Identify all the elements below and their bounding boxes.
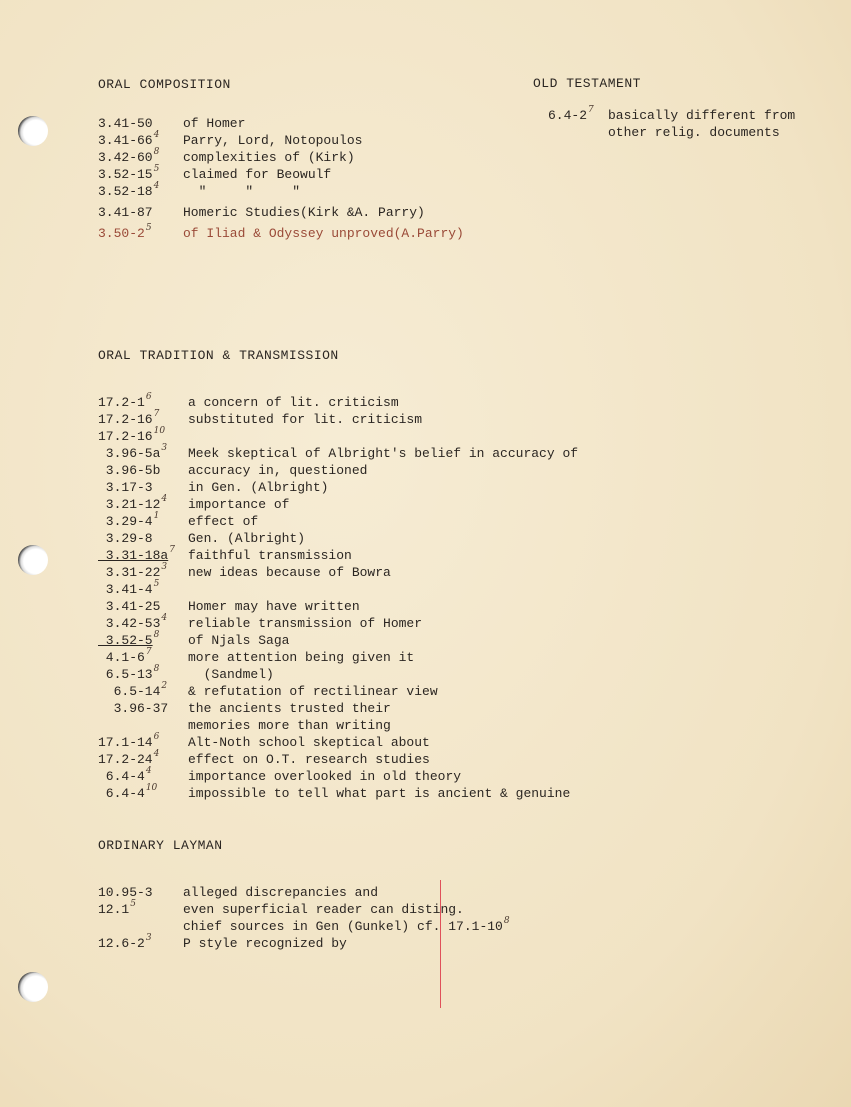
index-entry — [98, 220, 464, 241]
entry-text: memories more than writing — [188, 718, 391, 733]
handwritten-superscript: 5 — [145, 223, 152, 233]
reference-number: 17.2-1 — [98, 395, 145, 410]
index-entry — [98, 542, 578, 563]
index-entry — [98, 879, 510, 900]
handwritten-superscript: 4 — [153, 749, 160, 759]
entry-text: the ancients trusted their — [188, 701, 391, 716]
reference-number: 3.41-25 — [98, 599, 161, 614]
punch-hole — [18, 972, 48, 1002]
index-entry — [98, 763, 578, 784]
index-entry — [98, 896, 510, 917]
handwritten-superscript: 7 — [145, 647, 152, 657]
entry-reference — [98, 930, 183, 952]
reference-number: 6.5-14 — [98, 684, 161, 699]
handwritten-superscript: 6 — [153, 732, 160, 742]
entry-text: other relig. documents — [608, 125, 780, 140]
index-entry — [98, 695, 578, 716]
entry-text: effect on O.T. research studies — [188, 752, 430, 767]
entry-text: new ideas because of Bowra — [188, 565, 391, 580]
reference-number: 3.41-4 — [98, 582, 153, 597]
reference-number: 6.4-4 — [98, 786, 145, 801]
entry-text: impossible to tell what part is ancient & genuine — [188, 786, 571, 801]
handwritten-superscript: 7 — [153, 409, 160, 419]
index-entry — [98, 457, 578, 478]
handwritten-superscript: 8 — [153, 664, 160, 674]
reference-number: 17.2-16 — [98, 412, 153, 427]
index-entry — [98, 508, 578, 529]
handwritten-superscript: 8 — [153, 630, 160, 640]
entry-text: of Njals Saga — [188, 633, 290, 648]
handwritten-superscript: 2 — [161, 681, 168, 691]
reference-number: 3.42-53 — [98, 616, 161, 631]
index-entry — [98, 491, 578, 512]
handwritten-superscript: 1 — [153, 511, 160, 521]
reference-number: 3.52-18 — [98, 184, 153, 199]
reference-number: 3.41-87 — [98, 205, 153, 220]
section-title: ORAL COMPOSITION — [98, 77, 231, 92]
reference-number: 3.31-22 — [98, 565, 161, 580]
section-title: ORDINARY LAYMAN — [98, 838, 223, 853]
index-entry — [98, 423, 578, 444]
index-entry — [98, 930, 510, 951]
handwritten-superscript: 5 — [153, 164, 160, 174]
index-entry — [548, 102, 796, 123]
entry-reference — [548, 119, 608, 141]
handwritten-superscript: 7 — [169, 545, 175, 555]
reference-number: 12.6-2 — [98, 936, 145, 951]
handwritten-superscript: 4 — [161, 613, 168, 623]
index-entry — [98, 440, 579, 461]
reference-number: 3.41-66 — [98, 133, 153, 148]
index-entry — [98, 199, 464, 220]
handwritten-superscript: 4 — [161, 494, 168, 504]
entry-text: & refutation of rectilinear view — [188, 684, 438, 699]
entry-text: (Sandmel) — [188, 667, 274, 682]
index-entry — [98, 144, 464, 165]
reference-number: 3.96-5a — [98, 446, 161, 461]
entry-text: even superficial reader can disting. — [183, 902, 464, 917]
entry-text: " " " — [183, 184, 301, 199]
index-entry — [98, 593, 578, 614]
reference-number: 17.2-24 — [98, 752, 153, 767]
index-entry — [98, 729, 578, 750]
entry-text: substituted for lit. criticism — [188, 412, 423, 427]
entry-text: of Iliad & Odyssey unproved(A.Parry) — [183, 226, 464, 241]
reference-number: 3.42-60 — [98, 150, 153, 165]
section-oral-tradition — [98, 347, 579, 801]
handwritten-superscript: 3 — [145, 933, 152, 943]
index-entry — [98, 610, 578, 631]
reference-number: 4.1-6 — [98, 650, 145, 665]
index-entry — [98, 712, 578, 733]
entry-reference — [98, 199, 183, 221]
entry-text: chief sources in Gen (Gunkel) cf. 17.1-10 — [183, 919, 503, 934]
reference-number: 10.95-3 — [98, 885, 153, 900]
index-entry — [98, 127, 464, 148]
index-entry — [98, 678, 578, 699]
entry-text: a concern of lit. criticism — [188, 395, 399, 410]
index-entry — [98, 559, 578, 580]
entry-text: complexities of (Kirk) — [183, 150, 355, 165]
handwritten-superscript: 5 — [130, 899, 136, 909]
entry-text: alleged discrepancies and — [183, 885, 379, 900]
reference-number: 3.50-2 — [98, 226, 145, 241]
reference-number: 3.52-5 — [98, 633, 153, 648]
reference-number: 6.4-2 — [548, 108, 588, 123]
entry-text: Meek skeptical of Albright's belief in accuracy of — [188, 446, 579, 461]
reference-number: 3.52-15 — [98, 167, 153, 182]
index-entry — [98, 746, 578, 767]
entry-text: Homeric Studies(Kirk &A. Parry) — [183, 205, 425, 220]
index-entry — [98, 780, 578, 801]
entry-text: Homer may have written — [188, 599, 360, 614]
entry-text: Gen. (Albright) — [188, 531, 306, 546]
handwritten-superscript: 4 — [145, 766, 152, 776]
reference-number: 12.1 — [98, 902, 130, 917]
index-entry — [98, 644, 578, 665]
reference-number: 3.17-3 — [98, 480, 153, 495]
entry-text: P style recognized by — [183, 936, 347, 951]
entry-text: more attention being given it — [188, 650, 415, 665]
reference-number: 6.4-4 — [98, 769, 145, 784]
section-title: ORAL TRADITION & TRANSMISSION — [98, 348, 339, 363]
reference-number: 3.41-50 — [98, 116, 153, 131]
handwritten-superscript: 7 — [588, 105, 594, 115]
handwritten-superscript: 4 — [153, 181, 160, 191]
handwritten-superscript: 3 — [161, 443, 168, 453]
entry-text: in Gen. (Albright) — [188, 480, 329, 495]
reference-number: 17.2-16 — [98, 429, 153, 444]
section-oral-composition — [98, 76, 464, 241]
reference-number: 3.96-5b — [98, 463, 161, 478]
handwritten-superscript: 8 — [153, 147, 160, 157]
entry-text: Parry, Lord, Notopoulos — [183, 133, 363, 148]
entry-text: accuracy in, questioned — [188, 463, 368, 478]
index-entry — [98, 110, 464, 131]
reference-number: 6.5-13 — [98, 667, 153, 682]
index-entry — [98, 389, 578, 410]
entry-reference — [98, 780, 188, 802]
handwritten-superscript: 6 — [145, 392, 152, 402]
handwritten-superscript: 10 — [145, 783, 158, 793]
entry-text: basically different from — [608, 108, 796, 123]
reference-number: 3.29-8 — [98, 531, 153, 546]
entry-text: faithful transmission — [188, 548, 352, 563]
entry-text: effect of — [188, 514, 259, 529]
index-entry — [548, 119, 795, 140]
reference-number: 17.1-14 — [98, 735, 153, 750]
handwritten-superscript: 10 — [153, 426, 166, 436]
handwritten-superscript: 3 — [161, 562, 168, 572]
reference-number: 3.31-18a — [98, 548, 169, 563]
entry-text: claimed for Beowulf — [183, 167, 332, 182]
entry-reference — [98, 220, 183, 242]
entry-text: Alt-Noth school skeptical about — [188, 735, 430, 750]
reference-number: 3.96-37 — [98, 701, 169, 716]
index-entry — [98, 178, 464, 199]
entry-text: of Homer — [183, 116, 246, 131]
handwritten-superscript: 4 — [153, 130, 160, 140]
reference-number: 3.21-12 — [98, 497, 161, 512]
index-entry — [98, 161, 464, 182]
index-entry — [98, 406, 578, 427]
index-entry — [98, 525, 578, 546]
punch-hole — [18, 116, 48, 146]
index-entry — [98, 474, 578, 495]
handwritten-superscript: 8 — [503, 916, 510, 926]
index-entry — [98, 627, 578, 648]
section-title: OLD TESTAMENT — [533, 76, 641, 91]
index-entry — [98, 661, 578, 682]
entry-reference — [98, 178, 183, 200]
handwritten-superscript: 5 — [153, 579, 160, 589]
section-ordinary-layman — [98, 837, 510, 951]
index-entry — [98, 913, 510, 934]
entry-text: reliable transmission of Homer — [188, 616, 423, 631]
entry-text: importance of — [188, 497, 290, 512]
punch-hole — [18, 545, 48, 575]
section-old-testament — [533, 75, 796, 140]
reference-number: 3.29-4 — [98, 514, 153, 529]
index-entry — [98, 576, 578, 597]
entry-text: importance overlooked in old theory — [188, 769, 462, 784]
